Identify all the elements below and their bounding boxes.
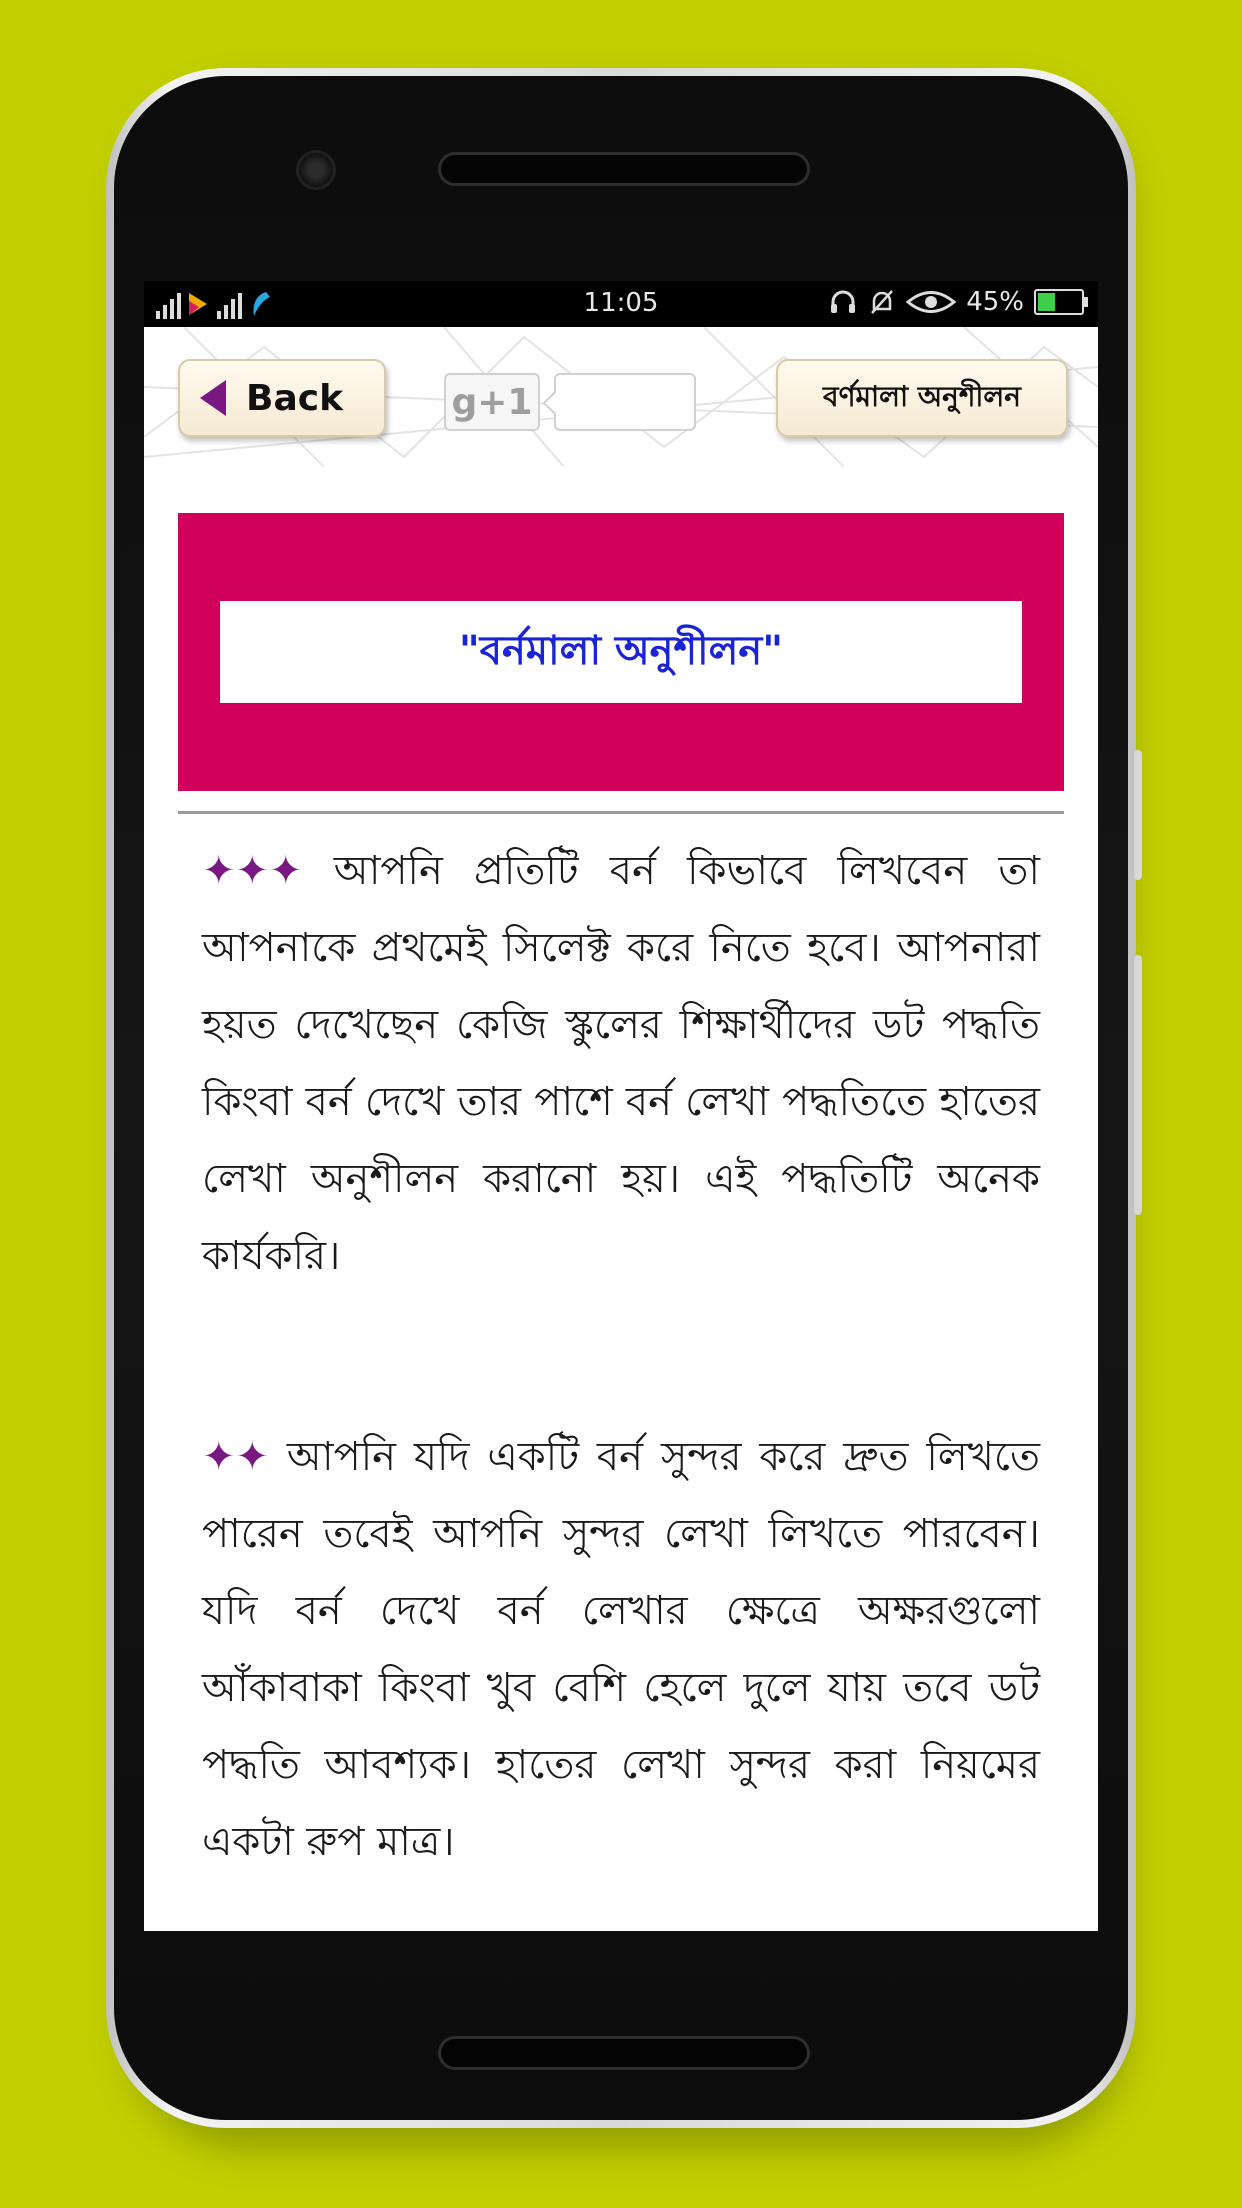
google-plus-button[interactable] [444, 373, 540, 431]
eye-icon [906, 287, 956, 317]
headset-icon [828, 287, 858, 317]
volume-button [1134, 955, 1142, 1215]
page-title-button[interactable] [776, 359, 1068, 437]
divider [178, 811, 1064, 814]
heading-banner [178, 513, 1064, 791]
mute-icon [868, 287, 896, 317]
top-speaker [438, 152, 810, 186]
back-button-label: Back [246, 377, 344, 419]
paragraph-text: আপনি যদি একটি বর্ন সুন্দর করে দ্রুত লিখতে পারেন তবেই আপনি সুন্দর লেখা লিখতে পারবেন। যদি বর্ন দেখে বর্ন লেখার ক্ষেত্রে অক্ষরগুলো আঁকাবাকা কিংবা খুব বেশি হেলে দুলে যায় তবে ডট পদ্ধতি আবশ্যক। হাতের লেখা সুন্দর করা নিয়মের একটা রুপ মাত্র। [202, 1434, 1040, 1865]
star-bullet-icon: ✦✦✦ [202, 848, 303, 894]
back-button[interactable] [178, 359, 386, 437]
battery-fill [1038, 293, 1055, 311]
status-time: 11:05 [583, 288, 659, 318]
bottom-speaker [438, 2036, 810, 2070]
status-bar [144, 281, 1098, 327]
heading-box [220, 601, 1022, 703]
status-right-icons [828, 287, 1084, 317]
star-bullet-icon: ✦✦ [202, 1434, 270, 1480]
page-title-label: বর্ণমালা অনুশীলন [822, 379, 1022, 413]
battery-percent: 45% [966, 287, 1024, 317]
power-button [1134, 750, 1142, 880]
google-plus-label: g+1 [451, 381, 533, 423]
google-plus-count [554, 373, 696, 431]
front-camera [296, 150, 336, 190]
back-arrow-icon [200, 380, 226, 416]
content-paragraph [202, 1419, 1040, 1881]
paragraph-text: আপনি প্রতিটি বর্ন কিভাবে লিখবেন তা আপনাকে প্রথমেই সিলেক্ট করে নিতে হবে। আপনারা হয়ত দেখেছেন কেজি স্কুলের শিক্ষার্থীদের ডট পদ্ধতি কিংবা বর্ন দেখে তার পাশে বর্ন লেখা পদ্ধতিতে হাতের লেখা অনুশীলন করানো হয়। এই পদ্ধতিটি অনেক কার্যকরি। [202, 848, 1040, 1279]
content-paragraph [202, 833, 1040, 1295]
battery-icon [1034, 289, 1084, 315]
page-heading: "বর্নমালা অনুশীলন" [458, 627, 784, 674]
app-screen [144, 281, 1098, 1931]
